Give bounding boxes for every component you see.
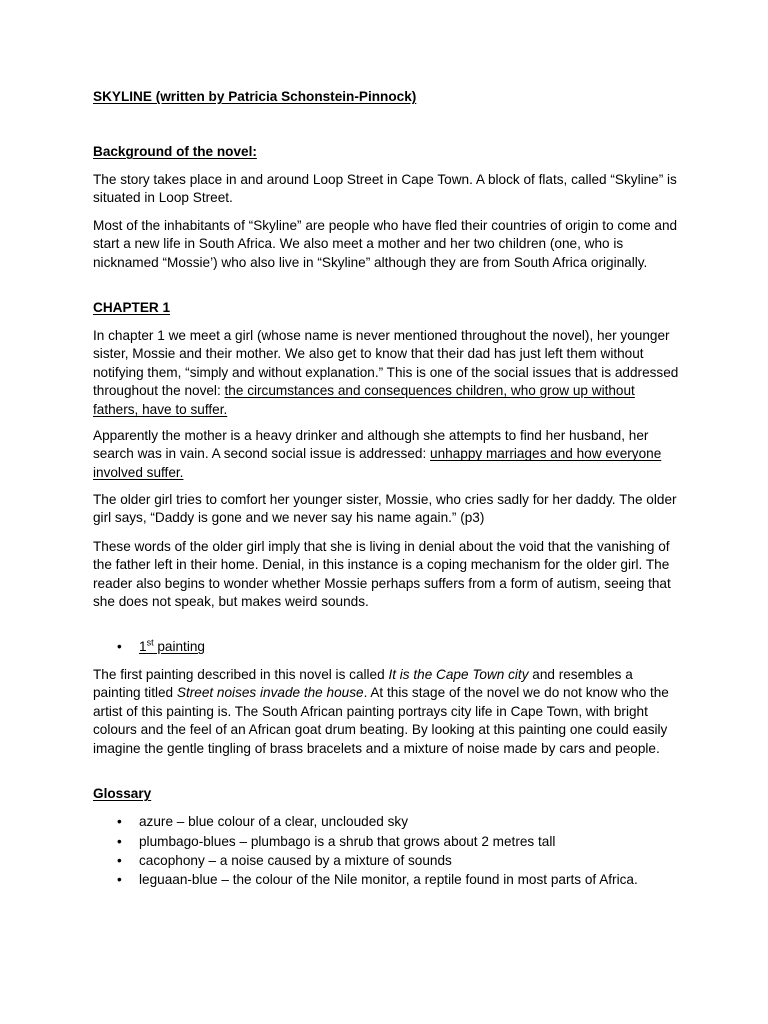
painting-title-1: It is the Cape Town city: [388, 667, 533, 682]
bullet-icon: •: [117, 872, 122, 887]
bullet-icon: •: [117, 853, 122, 868]
glossary-item: azure – blue colour of a clear, unclouded sky: [139, 814, 409, 829]
chapter-1-paragraph-3: The older girl tries to comfort her younger sister, Mossie, who cries sadly for her daddy. The older girl says, “Daddy is gone and we never say his name again.” (p3): [93, 492, 677, 526]
glossary-item: leguaan-blue – the colour of the Nile monitor, a reptile found in most parts of Africa.: [139, 872, 638, 887]
painting-subheading: [139, 638, 679, 656]
painting-title-2: Street noises invade the house: [176, 685, 364, 701]
bullet-icon: •: [117, 639, 122, 654]
chapter-1-paragraph-1: [93, 327, 683, 419]
bullet-icon: •: [117, 834, 122, 849]
chapter-1-paragraph-2: [93, 427, 683, 482]
chapter-1-heading: CHAPTER 1: [93, 300, 171, 315]
background-heading: Background of the novel:: [93, 144, 257, 159]
painting-subheading-label: [139, 639, 205, 654]
chapter-1-social-issue-2: unhappy marriages and how everyone involved suffer.: [93, 446, 662, 480]
chapter-1-paragraph-1-text: In chapter 1 we meet a girl (whose name is never mentioned throughout the novel), her younger sister, Mossie and their mother. We also get to know that their dad has just left them without notifying them, “simply and without explanation.” This is one of the social issues that is addressed throughout the novel:: [93, 328, 679, 399]
chapter-1-paragraph-2-text: Apparently the mother is a heavy drinker and although she attempts to find her husband, her search was in vain. A second social issue is addressed:: [93, 428, 649, 462]
painting-word: painting: [153, 639, 205, 654]
glossary-item: plumbago-blues – plumbago is a shrub that grows about 2 metres tall: [139, 834, 556, 849]
painting-number: 1: [139, 639, 147, 654]
chapter-1-social-issue-1: the circumstances and consequences children, who grow up without fathers, have to suffer.: [93, 383, 635, 417]
document-title: SKYLINE (written by Patricia Schonstein-Pinnock): [93, 89, 417, 104]
glossary-heading: Glossary: [93, 786, 152, 801]
painting-text-c: and resembles a painting titled: [93, 667, 633, 701]
glossary-item: cacophony – a noise caused by a mixture of sounds: [139, 853, 452, 868]
background-paragraph-2: Most of the inhabitants of “Skyline” are people who have fled their countries of origin to come and start a new life in South Africa. We also meet a mother and her two children (one, who is nicknamed “Mossie’) who also live in “Skyline” although they are from South Africa originally.: [93, 218, 678, 270]
chapter-1-paragraph-4: These words of the older girl imply that she is living in denial about the void that the vanishing of the father left in their home. Denial, in this instance is a coping mechanism for the older girl. The reader also begins to wonder whether Mossie perhaps suffers from a form of autism, seeing that she does not speak, but makes weird sounds.: [93, 539, 671, 610]
painting-paragraph: [93, 666, 683, 758]
painting-text-a: The first painting described in this novel is called: [93, 667, 389, 682]
painting-text-e: . At this stage of the novel we do not know who the artist of this painting is. The South African painting portrays city life in Cape Town, with bright colours and the feel of an African goat drum beating. By looking at this painting one could easily imagine the gentle tingling of brass bracelets and a mixture of noise made by cars and people.: [93, 685, 669, 756]
bullet-icon: •: [117, 814, 122, 829]
background-paragraph-1: The story takes place in and around Loop Street in Cape Town. A block of flats, called “Skyline” is situated in Loop Street.: [93, 172, 677, 206]
painting-ordinal: st: [146, 637, 154, 648]
